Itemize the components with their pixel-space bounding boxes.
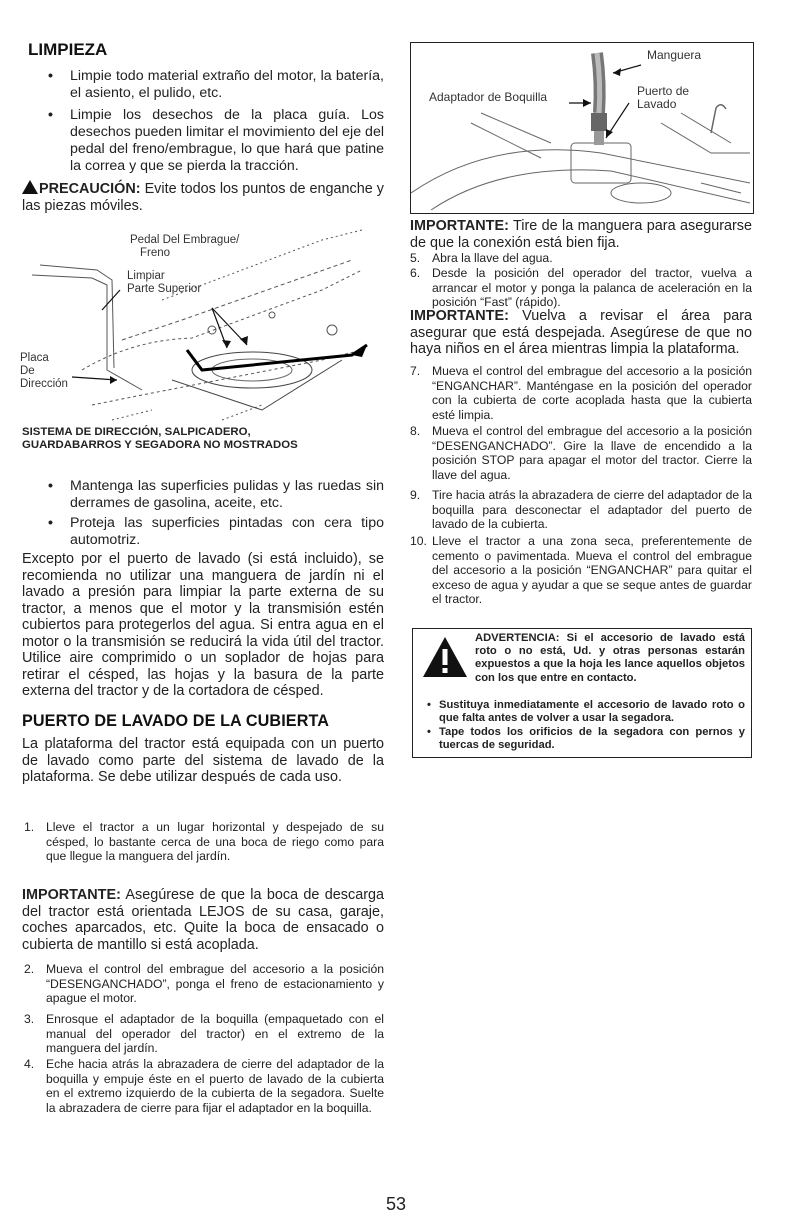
importante-1: IMPORTANTE: Asegúrese de que la boca de descarga del tractor está orientada LEJOS de su casa, garaje, coches aparcados, etc. Quite la boca de ensacado o cubierta de mantillo si está acoplada. [22,887,384,953]
steering-plate-illustration [22,220,384,425]
step-6: 6. Desde la posición del operador del tractor, vuelva a arrancar el motor y ponga la palanca de aceleración en la posición “Fast” (rápido). [410,266,752,309]
step-9: 9. Tire hacia atrás la abrazadera de cierre del adaptador de la boquilla para desconectar el adaptador del puerto de lavado de la cubierta. [410,488,752,531]
step-3: 3. Enrosque el adaptador de la boquilla (empaquetado con el manual del operador del tractor) en el extremo de la manguera del jardín. [24,1012,384,1055]
step-5: 5. Abra la llave del agua. [410,251,553,265]
warning-box [412,628,752,758]
bullet-item: • Limpie los desechos de la placa guía. Los desechos pueden limitar el movimiento del eje del pedal del freno/embrague, lo que hará que patine la correa y que se pierda la tracción. [48,107,384,174]
warning-triangle-icon [22,180,38,194]
bullet-item: • Limpie todo material extraño del motor, la batería, el asiento, el pulido, etc. [48,68,384,101]
step-7: 7. Mueva el control del embrague del accesorio a la posición “ENGANCHAR”. Manténgase en la posición del operador con la cubierta de corte acoplada hasta que la cubierta esté limpia. [410,364,752,422]
warning-bullet: • Sustituya inmediatamente el accesorio de lavado roto o que falta antes de volver a usar la segadora. [427,699,745,725]
paragraph-wash-port: La plataforma del tractor está equipada con un puerto de lavado como parte del sistema de lavado de la plataforma. Se debe utilizar después de cada uso. [22,736,384,785]
importante-2: IMPORTANTE: Tire de la manguera para asegurarse de que la conexión está bien fija. [410,218,752,251]
bullet-item: • Proteja las superficies pintadas con cera tipo automotriz. [48,515,384,548]
figure-wash-port: Manguera Adaptador de Boquilla Puerto de Lavado [410,42,754,214]
heading-limpieza: LIMPIEZA [28,40,108,59]
importante-3: IMPORTANTE: Vuelva a revisar el área para asegurar que está despejada. Asegúrese de que no haya niños en el área mientras limpia la plataforma. [410,308,752,357]
wash-port-illustration [411,43,750,210]
paragraph-pressure-wash: Excepto por el puerto de lavado (si está incluido), se recomienda no utilizar una manguera de jardín ni el lavado a presión para limpiar la parte externa de su tractor, a menos que el motor y la transmisión estén cubiertos para protegerlos del agua. Si entra agua en el motor o la transmisión se reducirá la vida útil del tractor. Utilice aire comprimido o un soplador de hojas para retirar el césped, las hojas y la basura de la parte externa del tractor y de la cortadora de césped. [22,551,384,699]
caution-text: PRECAUCIÓN: Evite todos los puntos de enganche y las piezas móviles. [22,181,384,214]
warning-triangle-icon [421,635,469,679]
warning-bullet: • Tape todos los orificios de la segadora con pernos y tuercas de seguridad. [427,726,745,752]
figure-caption: SISTEMA DE DIRECCIÓN, SALPICADERO, GUARDABARROS Y SEGADORA NO MOSTRADOS [22,426,298,451]
step-2: 2. Mueva el control del embrague del accesorio a la posición “DESENGANCHADO”, ponga el freno de estacionamiento y apague el motor. [24,962,384,1005]
step-1: 1. Lleve el tractor a un lugar horizontal y despejado de su césped, lo bastante cerca de una boca de riego como para que llegue la manguera del jardín. [24,820,384,863]
warning-main-text: ADVERTENCIA: Si el accesorio de lavado está roto o no está, Ud. y otras personas estarán expuestos a que la hoja les lance aquellos objetos con los que entre en contacto. [475,632,745,684]
figure-steering-plate: Pedal Del Embrague/ Freno Limpiar Parte Superior Placa De Dirección [22,220,384,425]
step-10: 10. Lleve el tractor a una zona seca, preferentemente de cemento o pavimentada. Mueva el control del embrague del accesorio a la posición “ENGANCHAR” para quitar el exceso de agua y ayudar a que se seque antes de guardar el tractor. [410,534,752,606]
step-8: 8. Mueva el control del embrague del accesorio a la posición “DESENGANCHADO”. Gire la llave de encendido a la posición STOP para apagar el motor del tractor. Cierre la llave del agua. [410,424,752,482]
bullet-item: • Mantenga las superficies pulidas y las ruedas sin derrames de gasolina, aceite, etc. [48,478,384,511]
page-number: 53 [385,1194,407,1214]
step-4: 4. Eche hacia atrás la abrazadera de cierre del adaptador de la boquilla y empuje éste en el puerto de lavado de la cubierta en el extremo izquierdo de la cubierta de la segadora. Suelte la abrazadera de cierre para fijar el adaptador en la boquilla. [24,1057,384,1115]
heading-puerto-lavado: PUERTO DE LAVADO DE LA CUBIERTA [22,712,330,730]
